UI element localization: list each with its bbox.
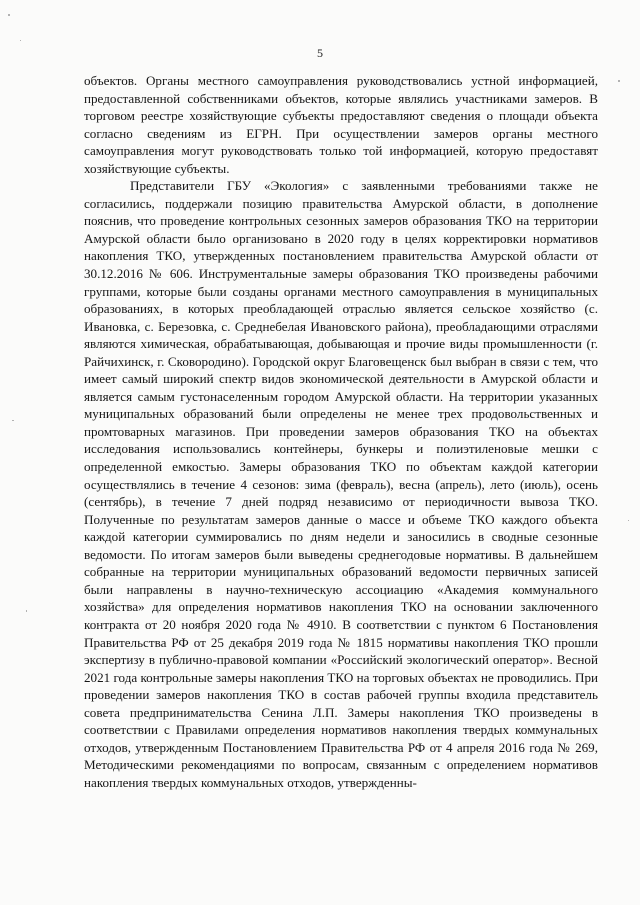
scan-speck [26, 610, 27, 612]
scan-speck [20, 40, 21, 41]
scan-speck [618, 80, 620, 82]
scan-speck [628, 520, 629, 521]
body-text [84, 72, 598, 791]
paragraph-gbu-ecology: Представители ГБУ «Экология» с заявленными требованиями также не согласились, поддержали позицию правительства Амурской области, в дополнение пояснив, что проведение контрольных сезонных замеров образования ТКО на территории Амурской области было организовано в 2020 году в целях корректировки нормативов накопления ТКО, утвержденных постановлением правительства Амурской области от 30.12.2016 № 606. Инструментальные замеры образования ТКО произведены рабочими группами, которые были созданы органами местного самоуправления в муниципальных образованиях, в которых преобладающей отраслью является сельское хозяйство (с. Ивановка, с. Березовка, с. Среднебелая Ивановского района), преобладающими отраслями являются химическая, обрабатывающая, добывающая и прочие виды промышленности (г. Райчихинск, г. Сковородино). Городской округ Благовещенск был выбран в связи с тем, что имеет самый широкий спектр видов экономической деятельности в Амурской области и является самым густонаселенным городом Амурской области. На территории указанных муниципальных образований были определены не менее трех продовольственных и промтоварных магазинов. При проведении замеров образования ТКО на объектах исследования использовались контейнеры, бункеры и полиэтиленовые мешки с определенной емкостью. Замеры образования ТКО по объектам каждой категории осуществлялись в течение 4 сезонов: зима (февраль), весна (апрель), лето (июль), осень (сентябрь), в течение 7 дней подряд независимо от периодичности вывоза ТКО. Полученные по результатам замеров данные о массе и объеме ТКО каждого объекта каждой категории суммировались по дням недели и заносились в сводные сезонные ведомости. По итогам замеров были выведены среднегодовые нормативы. В дальнейшем собранные на территории муниципальных образований ведомости первичных записей были направлены в научно-техническую ассоциацию «Академия коммунального хозяйства» для определения нормативов накопления ТКО на основании заключенного контракта от 20 ноября 2020 года № 4910. В соответствии с пунктом 6 Постановления Правительства РФ от 25 декабря 2019 года № 1815 нормативы накопления ТКО прошли экспертизу в публично-правовой компании «Российский экологический оператор». Весной 2021 года контрольные замеры накопления ТКО на торговых объектах не проводились. При проведении замеров накопления ТКО в состав рабочей группы входила представитель совета предпринимательства Сенина Л.П. Замеры накопления ТКО произведены в соответствии с Правилами определения нормативов накопления твердых коммунальных отходов, утвержденным Постановлением Правительства РФ от 4 апреля 2016 года № 269, Методическими рекомендациями по вопросам, связанным с определением нормативов накопления твердых коммунальных отходов, утвержденны- [84, 178, 598, 790]
scan-speck [8, 14, 10, 16]
page-number: 5 [317, 46, 323, 60]
scan-speck [12, 420, 14, 421]
paragraph-continuation: объектов. Органы местного самоуправления руководствовались устной информацией, предоставленной собственниками объектов, которые являлись участниками замеров. В торговом реестре хозяйствующие субъекты предоставляют сведения о площади объекта согласно сведениям из ЕГРН. При осуществлении замеров органы местного самоуправления могут руководствовать только той информацией, которую предоставят хозяйствующие субъекты. [84, 73, 598, 176]
